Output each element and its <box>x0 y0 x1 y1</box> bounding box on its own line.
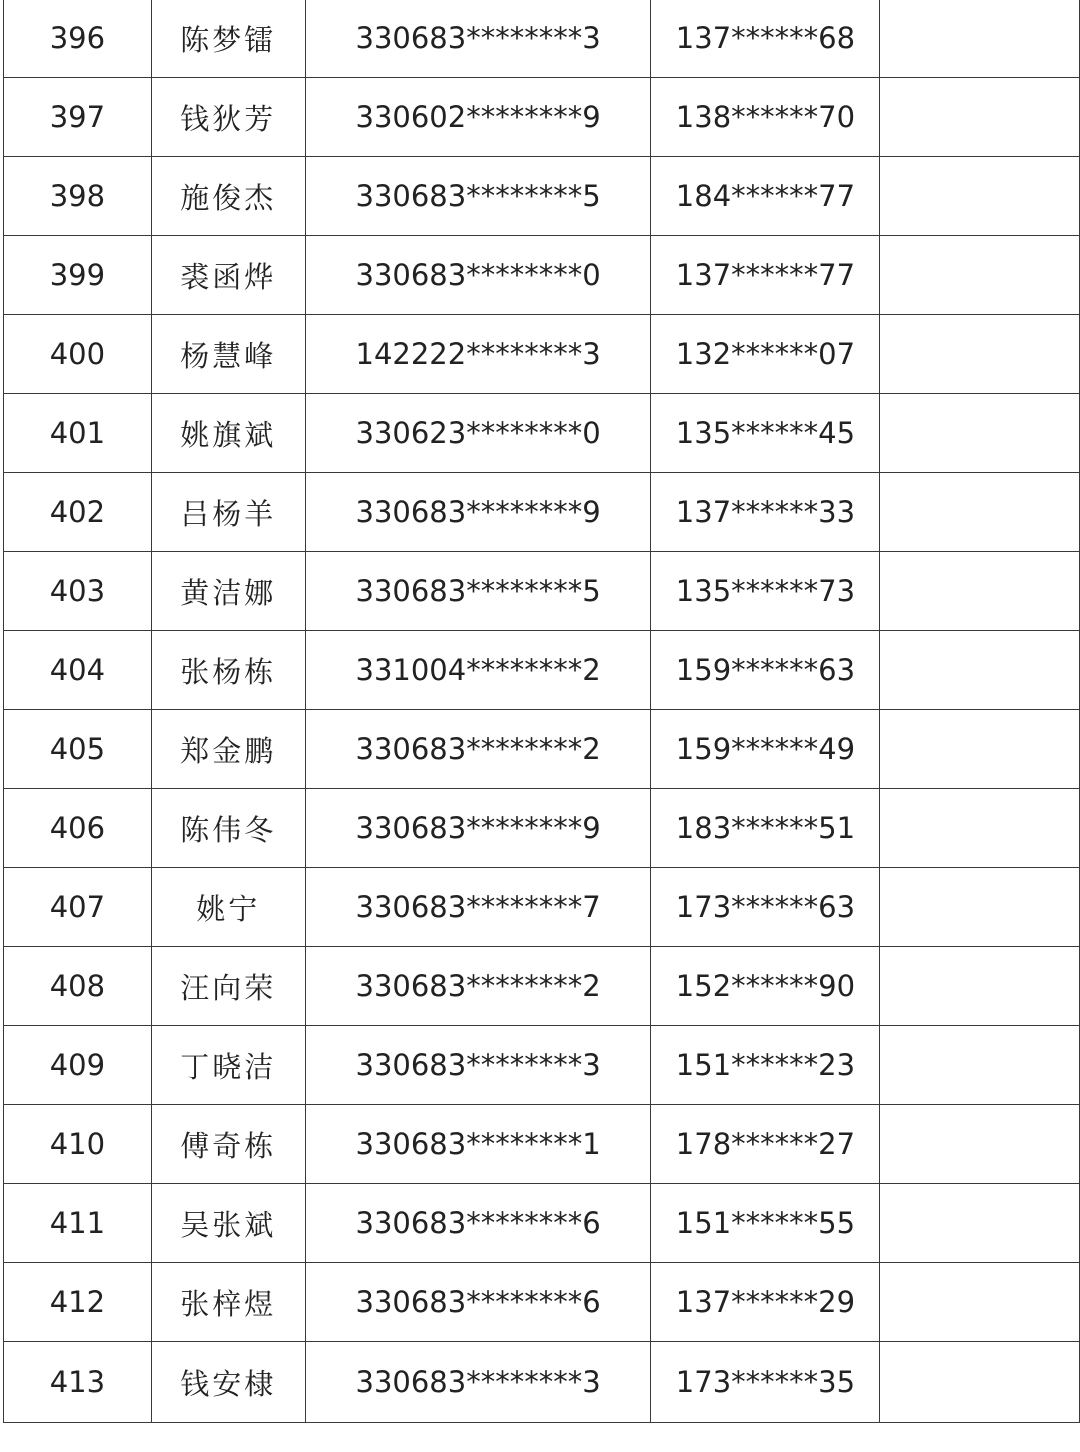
row-index-cell: 397 <box>4 78 152 157</box>
note-cell <box>880 631 1080 710</box>
table-row <box>4 552 1080 631</box>
table-row <box>4 1263 1080 1342</box>
note-cell <box>880 1263 1080 1342</box>
table-row <box>4 78 1080 157</box>
table-row <box>4 315 1080 394</box>
id-number-cell: 330683********6 <box>305 1184 651 1263</box>
name-cell: 姚旗斌 <box>151 394 305 473</box>
row-index-cell: 406 <box>4 789 152 868</box>
table-row <box>4 947 1080 1026</box>
row-index-cell: 399 <box>4 236 152 315</box>
table-row <box>4 0 1080 78</box>
id-number-cell: 330683********0 <box>305 236 651 315</box>
name-cell: 钱安棣 <box>151 1342 305 1423</box>
table-row <box>4 789 1080 868</box>
row-index-cell: 401 <box>4 394 152 473</box>
phone-cell: 138******70 <box>651 78 880 157</box>
note-cell <box>880 552 1080 631</box>
id-number-cell: 331004********2 <box>305 631 651 710</box>
id-number-cell: 330683********5 <box>305 157 651 236</box>
phone-cell: 151******23 <box>651 1026 880 1105</box>
table-row <box>4 157 1080 236</box>
row-index-cell: 405 <box>4 710 152 789</box>
id-number-cell: 330683********3 <box>305 1342 651 1423</box>
phone-cell: 173******63 <box>651 868 880 947</box>
name-cell: 傅奇栋 <box>151 1105 305 1184</box>
phone-cell: 159******49 <box>651 710 880 789</box>
row-index-cell: 396 <box>4 0 152 78</box>
phone-cell: 159******63 <box>651 631 880 710</box>
name-cell: 汪向荣 <box>151 947 305 1026</box>
name-cell: 陈伟冬 <box>151 789 305 868</box>
row-index-cell: 407 <box>4 868 152 947</box>
phone-cell: 137******77 <box>651 236 880 315</box>
name-cell: 郑金鹏 <box>151 710 305 789</box>
name-cell: 黄洁娜 <box>151 552 305 631</box>
id-number-cell: 330683********5 <box>305 552 651 631</box>
name-cell: 裘函烨 <box>151 236 305 315</box>
id-number-cell: 330683********7 <box>305 868 651 947</box>
note-cell <box>880 868 1080 947</box>
id-number-cell: 330683********9 <box>305 473 651 552</box>
note-cell <box>880 236 1080 315</box>
roster-table <box>3 0 1080 1423</box>
phone-cell: 137******33 <box>651 473 880 552</box>
note-cell <box>880 1342 1080 1423</box>
table-row <box>4 710 1080 789</box>
id-number-cell: 330683********3 <box>305 1026 651 1105</box>
note-cell <box>880 710 1080 789</box>
name-cell: 吕杨羊 <box>151 473 305 552</box>
roster-table-container <box>3 0 1080 1423</box>
row-index-cell: 400 <box>4 315 152 394</box>
table-row <box>4 394 1080 473</box>
id-number-cell: 330683********9 <box>305 789 651 868</box>
note-cell <box>880 1105 1080 1184</box>
roster-table-body <box>4 0 1080 1423</box>
table-row <box>4 868 1080 947</box>
name-cell: 吴张斌 <box>151 1184 305 1263</box>
table-row <box>4 236 1080 315</box>
phone-cell: 178******27 <box>651 1105 880 1184</box>
name-cell: 姚宁 <box>151 868 305 947</box>
name-cell: 陈梦镭 <box>151 0 305 78</box>
id-number-cell: 330623********0 <box>305 394 651 473</box>
note-cell <box>880 947 1080 1026</box>
note-cell <box>880 789 1080 868</box>
name-cell: 施俊杰 <box>151 157 305 236</box>
phone-cell: 132******07 <box>651 315 880 394</box>
name-cell: 张杨栋 <box>151 631 305 710</box>
id-number-cell: 330683********3 <box>305 0 651 78</box>
id-number-cell: 330602********9 <box>305 78 651 157</box>
table-row <box>4 473 1080 552</box>
note-cell <box>880 0 1080 78</box>
table-row <box>4 1184 1080 1263</box>
name-cell: 丁晓洁 <box>151 1026 305 1105</box>
id-number-cell: 142222********3 <box>305 315 651 394</box>
name-cell: 张梓煜 <box>151 1263 305 1342</box>
phone-cell: 184******77 <box>651 157 880 236</box>
note-cell <box>880 473 1080 552</box>
note-cell <box>880 1184 1080 1263</box>
phone-cell: 137******29 <box>651 1263 880 1342</box>
name-cell: 钱狄芳 <box>151 78 305 157</box>
note-cell <box>880 394 1080 473</box>
id-number-cell: 330683********2 <box>305 710 651 789</box>
row-index-cell: 411 <box>4 1184 152 1263</box>
row-index-cell: 398 <box>4 157 152 236</box>
row-index-cell: 403 <box>4 552 152 631</box>
row-index-cell: 409 <box>4 1026 152 1105</box>
row-index-cell: 412 <box>4 1263 152 1342</box>
table-row <box>4 631 1080 710</box>
table-row <box>4 1342 1080 1423</box>
table-row <box>4 1105 1080 1184</box>
row-index-cell: 413 <box>4 1342 152 1423</box>
note-cell <box>880 315 1080 394</box>
row-index-cell: 404 <box>4 631 152 710</box>
row-index-cell: 410 <box>4 1105 152 1184</box>
id-number-cell: 330683********2 <box>305 947 651 1026</box>
phone-cell: 173******35 <box>651 1342 880 1423</box>
name-cell: 杨慧峰 <box>151 315 305 394</box>
row-index-cell: 402 <box>4 473 152 552</box>
phone-cell: 152******90 <box>651 947 880 1026</box>
id-number-cell: 330683********6 <box>305 1263 651 1342</box>
phone-cell: 135******73 <box>651 552 880 631</box>
phone-cell: 137******68 <box>651 0 880 78</box>
row-index-cell: 408 <box>4 947 152 1026</box>
phone-cell: 183******51 <box>651 789 880 868</box>
note-cell <box>880 78 1080 157</box>
phone-cell: 151******55 <box>651 1184 880 1263</box>
table-row <box>4 1026 1080 1105</box>
note-cell <box>880 1026 1080 1105</box>
phone-cell: 135******45 <box>651 394 880 473</box>
id-number-cell: 330683********1 <box>305 1105 651 1184</box>
note-cell <box>880 157 1080 236</box>
